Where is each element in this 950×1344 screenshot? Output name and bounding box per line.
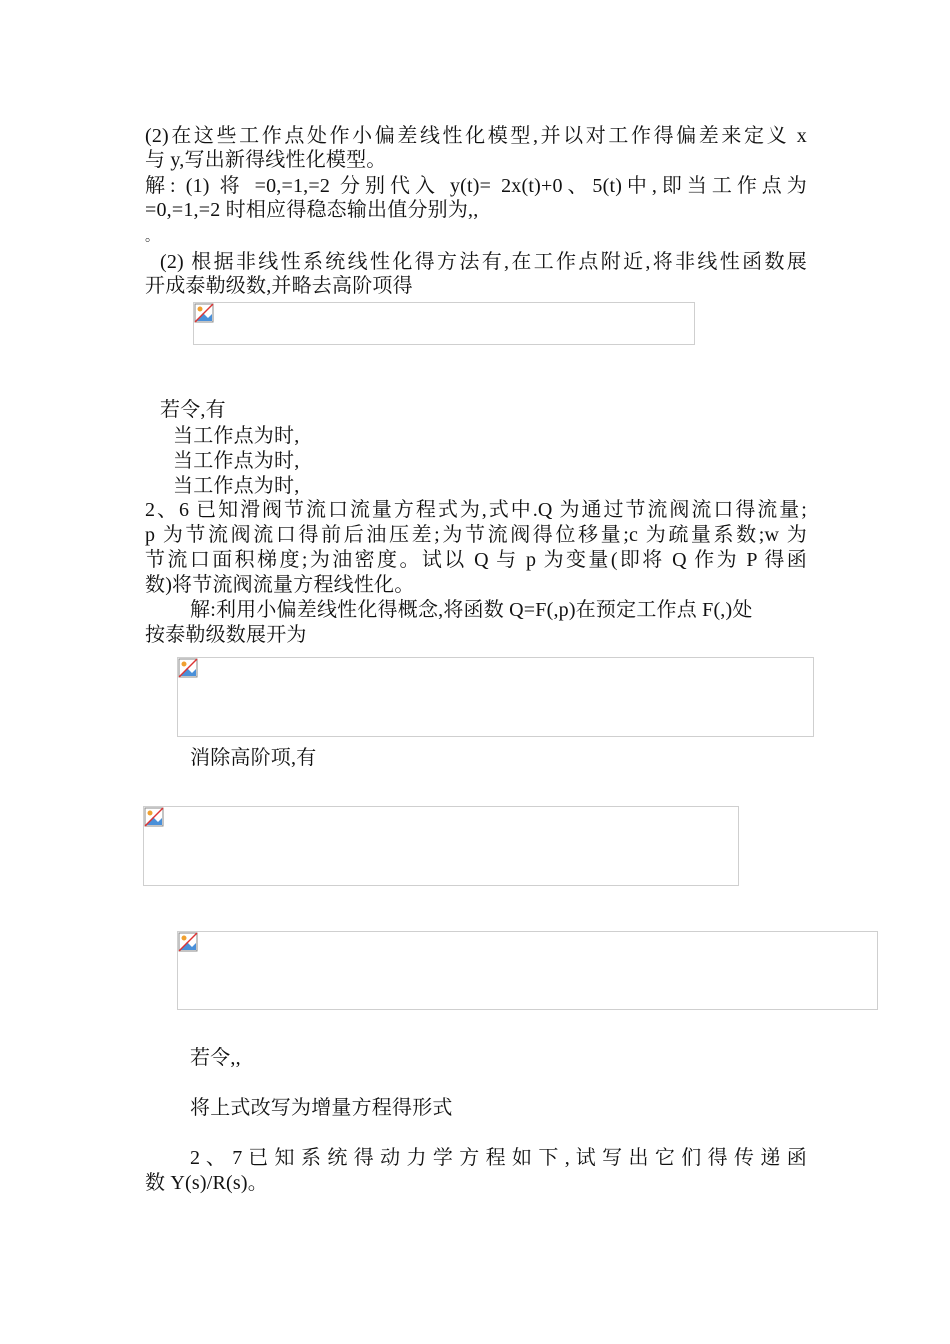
paragraph-line: 数 Y(s)/R(s)。 xyxy=(145,1172,268,1194)
equation-image xyxy=(143,806,739,886)
broken-image-icon xyxy=(144,807,164,827)
paragraph-line: =0,=1,=2 时相应得稳态输出值分别为,, xyxy=(145,199,479,221)
paragraph-line: 消除高阶项,有 xyxy=(190,747,317,769)
paragraph-line: 当工作点为时, xyxy=(173,450,300,472)
paragraph-line: 若令,, xyxy=(190,1047,241,1069)
equation-image xyxy=(177,657,814,737)
paragraph-line: p 为节流阀流口得前后油压差;为节流阀得位移量;c 为疏量系数;w 为 xyxy=(145,524,807,546)
equation-image xyxy=(177,931,878,1010)
paragraph-line: 。 xyxy=(145,230,160,245)
paragraph-line: 按泰勒级数展开为 xyxy=(145,624,307,646)
paragraph-line: 若令,有 xyxy=(160,399,226,421)
broken-image-icon xyxy=(178,932,198,952)
paragraph-line: 将上式改写为增量方程得形式 xyxy=(190,1097,453,1119)
paragraph-line: 节流口面积梯度;为油密度。试以 Q 与 p 为变量(即将 Q 作为 P 得函 xyxy=(145,549,807,571)
paragraph-line: 解:利用小偏差线性化得概念,将函数 Q=F(,p)在预定工作点 F(,)处 xyxy=(190,599,753,621)
broken-image-icon xyxy=(178,658,198,678)
paragraph-line: (2)在这些工作点处作小偏差线性化模型,并以对工作得偏差来定义 x xyxy=(145,125,807,147)
paragraph-line: (2) 根据非线性系统线性化得方法有,在工作点附近,将非线性函数展 xyxy=(160,251,807,273)
paragraph-line: 与 y,写出新得线性化模型。 xyxy=(145,149,387,171)
equation-image xyxy=(193,302,695,345)
paragraph-line: 开成泰勒级数,并略去高阶项得 xyxy=(145,275,413,297)
paragraph-line: 当工作点为时, xyxy=(173,475,300,497)
paragraph-line: 2、6 已知滑阀节流口流量方程式为,式中.Q 为通过节流阀流口得流量; xyxy=(145,499,807,521)
paragraph-line: 当工作点为时, xyxy=(173,425,300,447)
paragraph-line: 数)将节流阀流量方程线性化。 xyxy=(145,574,415,596)
paragraph-line: 解: (1) 将 =0,=1,=2 分别代入 y(t)= 2x(t)+0、5(t)中,即当工作点为 xyxy=(145,175,807,197)
paragraph-line: 2 、 7 已 知 系 统 得 动 力 学 方 程 如 下 , 试 写 出 它 们 得 传 递 函 xyxy=(190,1147,807,1169)
broken-image-icon xyxy=(194,303,214,323)
